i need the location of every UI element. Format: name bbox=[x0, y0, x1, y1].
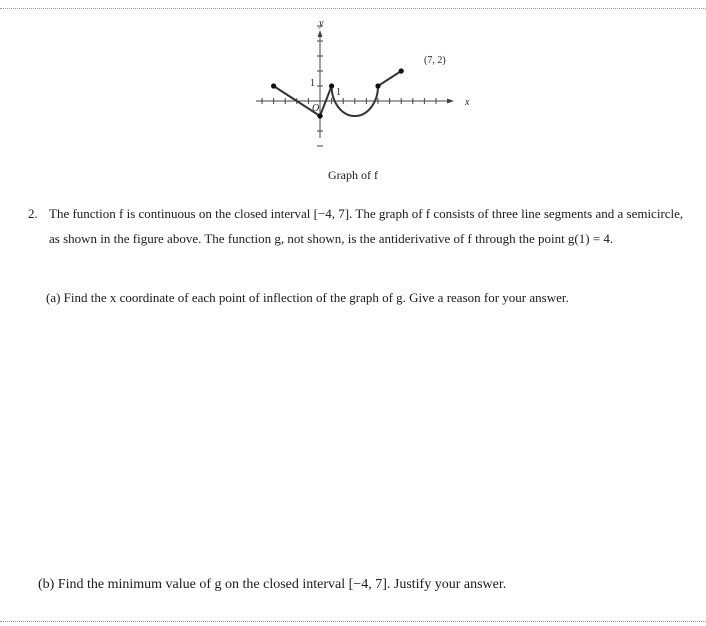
x-axis-arrow bbox=[447, 99, 454, 104]
figure-caption: Graph of f bbox=[328, 168, 378, 182]
bottom-dotted-rule bbox=[0, 621, 706, 622]
graph-point bbox=[375, 83, 380, 88]
part-b-question: (b) Find the minimum value of g on the closed interval [−4, 7]. Justify your answer. bbox=[38, 577, 507, 592]
axis-ticks bbox=[262, 26, 436, 146]
point-7-2-label: (7, 2) bbox=[424, 55, 446, 66]
graph-point bbox=[317, 113, 322, 118]
y-axis-label: y bbox=[319, 18, 324, 29]
x-axis-label: x bbox=[465, 97, 470, 108]
graph-point bbox=[399, 68, 404, 73]
x-tick-one-label: 1 bbox=[336, 87, 341, 98]
axes bbox=[256, 30, 454, 138]
part-a-question: (a) Find the x coordinate of each point of inflection of the graph of g. Give a reason for your answer. bbox=[46, 290, 569, 305]
graph-point bbox=[329, 83, 334, 88]
problem-number: 2. bbox=[28, 206, 38, 221]
problem-text: The function f is continuous on the closed interval [−4, 7]. The graph of f consists of three line segments and a semicircle, as shown in the figure above. The function g, not shown, is the antiderivative of f through the point g(1) = 4. bbox=[49, 206, 684, 246]
y-axis-arrow bbox=[318, 30, 323, 37]
y-tick-one-label: 1 bbox=[310, 78, 315, 89]
graph-of-f-figure bbox=[0, 0, 706, 170]
graph-point bbox=[271, 83, 276, 88]
origin-label: O bbox=[312, 103, 320, 114]
graph-line-segment bbox=[378, 71, 401, 86]
